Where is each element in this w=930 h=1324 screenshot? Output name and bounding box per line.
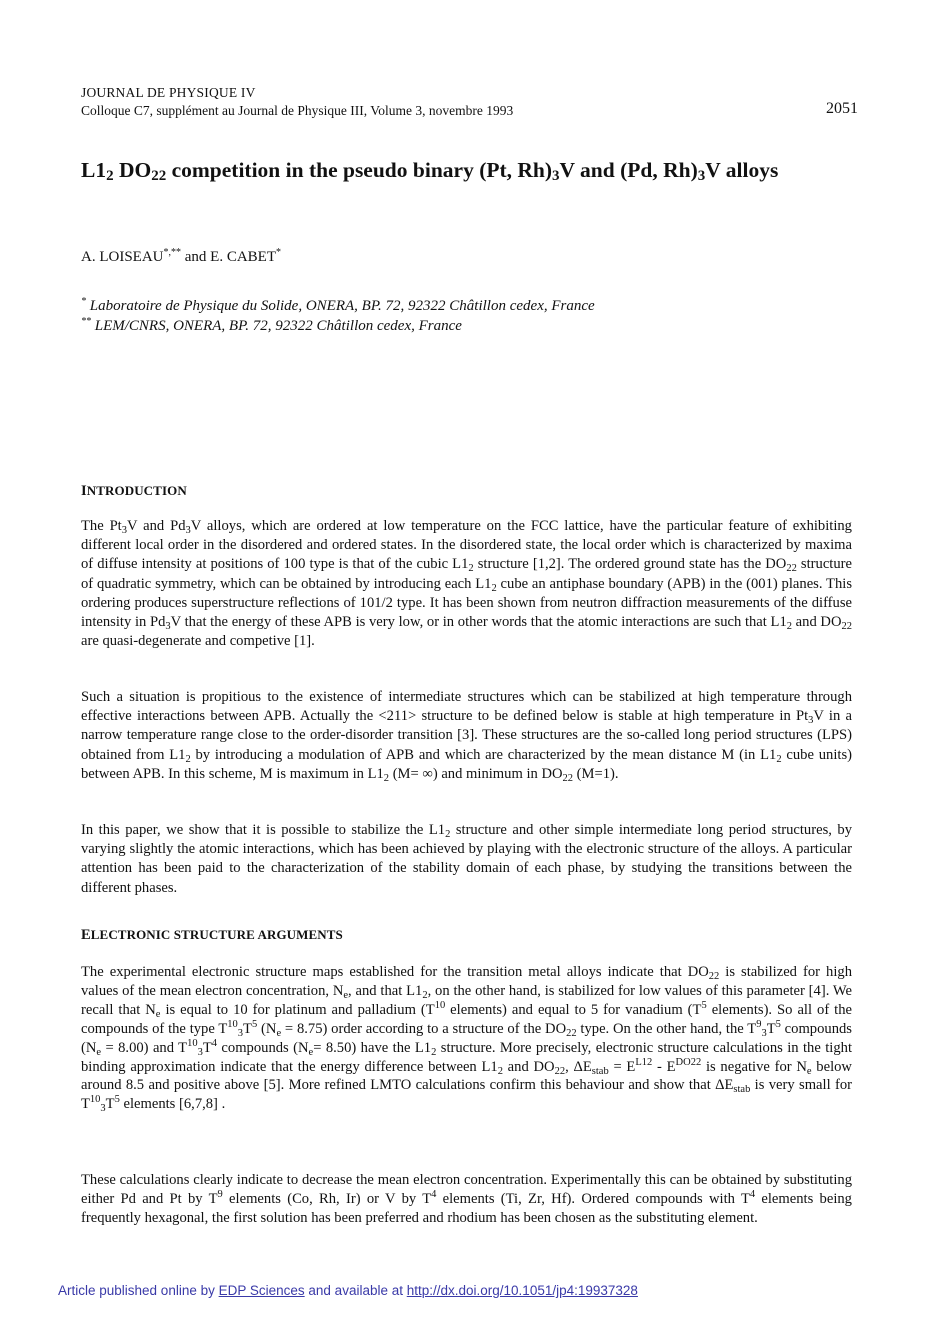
doi-link[interactable]: http://dx.doi.org/10.1051/jp4:19937328 [406,1283,638,1298]
paragraph-intro-1: The $Pt_3V$ and $Pd_3V$ alloys, which are ordered at low temperature on the FCC lattice, have the particular feature of exhibiting different local order in the disordered and ordered states. In the disordered state, the local order which is characterized by maxima of diffuse intensity at positions of 100 type is that of the cubic $L1_2$ structure [1,2]. The ordered ground state has the $DO_{22}$ structure of quadratic symmetry, which can be obtained by introducing each $L1_2$ cube an antiphase boundary (APB) in the (001) planes. This ordering produces superstructure reflections of 101/2 type. It has been shown from neutron diffraction measurements of the diffuse intensity in $Pd_3V$ that the energy of these APB is very low, or in other words that the atomic interactions are such that $L1_2$ and $DO_{22}$ are quasi-degenerate and competive [1]. [81,518,853,650]
journal-name: JOURNAL DE PHYSIQUE IV [81,85,256,100]
page-number: 2051 [826,100,858,117]
paragraph-electronic-2: These calculations clearly indicate to decrease the mean electron concentration. Experimentally this can be obtained by substituting either Pd and Pt by $T^9$ elements (Co, Rh, Ir) or V by $T^4$ elements (Ti, Zr, Hf). Ordered compounds with $T^4$ elements being frequently hexagonal, the first solution has been preferred and rhodium has been chosen as the substituting element. [81,1172,852,1227]
paragraph-intro-3: In this paper, we show that it is possible to stabilize the $L1_2$ structure and other simple intermediate long period structures, by varying slightly the atomic interactions, which has been achieved by playing with the electronic structure of the alloys. A particular attention has been paid to the characterization of the stability domain of each phase, by studying the transitions between the different phases. [81,822,852,896]
section-heading-electronic-structure: ELECTRONIC STRUCTURE ARGUMENTS [81,927,343,943]
affiliation-1: * Laboratoire de Physique du Solide, ONERA, BP. 72, 92322 Châtillon cedex, France [81,296,595,314]
edp-sciences-link[interactable]: EDP Sciences [218,1283,305,1298]
affiliation-2: ** LEM/CNRS, ONERA, BP. 72, 92322 Châtillon cedex, France [81,316,462,334]
paragraph-electronic-1: The experimental electronic structure maps established for the transition metal alloys indicate that $DO_{22}$ is stabilized for high values of the mean electron concentration, $N_e$, and that $L1_2$, on the other hand, is stabilized for low values of this parameter [4]. We recall that $N_e$ is equal to 10 for platinum and palladium ($T^{10}$ elements) and equal to 5 for vanadium ($T^5$ elements). So all of the compounds of the type $T^{10}_3T^5$ $(N_e = 8.75)$ order according to a structure of the $DO_{22}$ type. On the other hand, the $T^9_3T^5$ compounds $(N_e = 8.00)$ and $T^{10}_3T^4$ compounds $(N_e= 8.50)$ have the $L1_2$ structure. More precisely, electronic structure calculations in the tight binding approximation indicate that the energy difference between $L1_2$ and $DO_{22}$, $\Delta E_{stab} = E^{L12} - E^{DO22}$ is negative for $N_e$ below around 8.5 and positive above [5]. More refined LMTO calculations confirm this behaviour and show that $\Delta E_{stab}$ is very small for $T^{10}_3T^5$ elements [6,7,8] . [81,964,853,1115]
authors: A. LOISEAU*,** and E. CABET* [81,247,281,265]
colloque-info: Colloque C7, supplément au Journal de Physique III, Volume 3, novembre 1993 [81,103,514,118]
article-title: $L1_2$ $DO_{22}$ competition in the pseudo binary (Pt, $Rh)_3V$ and (Pd, $Rh)_3V$ alloys [81,158,779,184]
publication-footer: Article published online by EDP Sciences and available at http://dx.doi.org/10.1051/jp4:19937328 [58,1283,638,1298]
section-heading-introduction: INTRODUCTION [81,483,187,499]
paragraph-intro-2: Such a situation is propitious to the existence of intermediate structures which can be stabilized at high temperature through effective interactions between APB. Actually the <211> structure to be defined below is stable at high temperature in $Pt_3V$ in a narrow temperature range close to the order-disorder transition [3]. These structures are the so-called long period structures (LPS) obtained from $L1_2$ by introducing a modulation of APB and which are characterized by the mean distance M (in $L1_2$ cube units) between APB. In this scheme, M is maximum in $L1_2$ (M= ∞) and minimum in $DO_{22}$ (M=1). [81,689,853,784]
